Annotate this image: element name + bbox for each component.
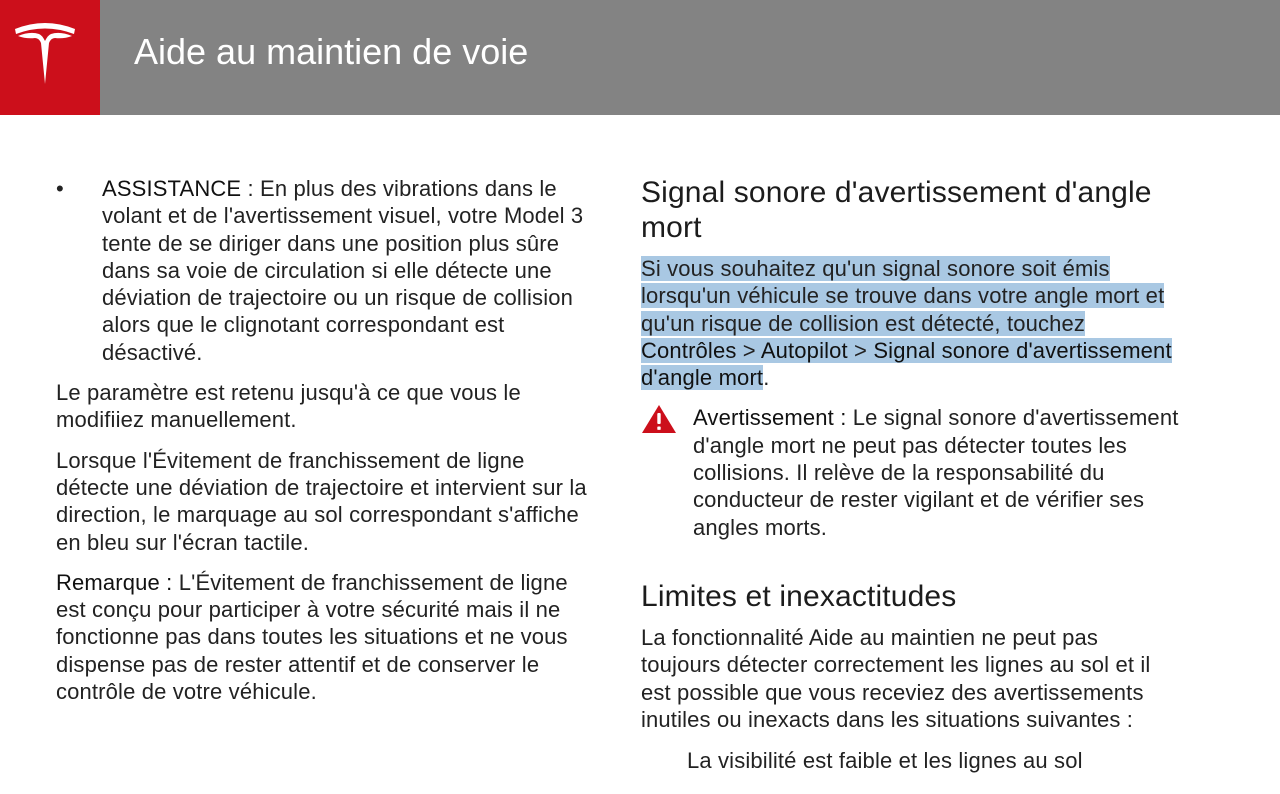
instructions-text: Si vous souhaitez qu'un signal sonore soit émis lorsqu'un véhicule se trouve dans votre angle mort et qu'un risque de collision est détecté, touchez bbox=[641, 256, 1165, 336]
bullet-marker: • bbox=[56, 176, 64, 201]
paragraph-setting-retained: Le paramètre est retenu jusqu'à ce que vous le modifiiez manuellement. bbox=[56, 380, 521, 433]
right-column bbox=[641, 175, 1181, 774]
paragraph-lane-display: Lorsque l'Évitement de franchissement de ligne détecte une déviation de trajectoire et intervient sur la direction, le marquage au sol correspondant s'affiche en bleu sur l'écran tactile. bbox=[56, 447, 587, 555]
page-title: Aide au maintien de voie bbox=[134, 31, 529, 72]
note-label: Remarque : bbox=[56, 569, 173, 595]
list-item bbox=[56, 175, 596, 366]
list-item: La visibilité est faible et les lignes au sol bbox=[687, 748, 1083, 774]
section-heading-limits: Limites et inexactitudes bbox=[641, 579, 957, 613]
section-heading-blind-spot: Signal sonore d'avertissement d'angle mort bbox=[641, 176, 1152, 244]
warning-block bbox=[641, 404, 1181, 540]
selected-text[interactable] bbox=[641, 256, 1172, 390]
instructions-end: . bbox=[763, 365, 770, 391]
left-column bbox=[56, 175, 596, 718]
warning-label: Avertissement : bbox=[693, 405, 847, 431]
menu-path-autopilot: Autopilot bbox=[760, 337, 848, 363]
note-text: L'Évitement de franchissement de ligne est conçu pour participer à votre sécurité mais il ne fonctionne pas dans toutes les situations et ne vous dispense pas de rester attentif et de conserver le contrôle de votre véhicule. bbox=[56, 569, 568, 705]
menu-path-separator: > bbox=[847, 337, 874, 363]
menu-path-setting: Signal sonore d'avertissement d'angle mort bbox=[641, 337, 1172, 391]
blind-spot-instructions bbox=[641, 255, 1181, 391]
brand-logo bbox=[0, 0, 100, 115]
tesla-logo-icon bbox=[14, 20, 76, 86]
limits-paragraph: La fonctionnalité Aide au maintien ne peut pas toujours détecter correctement les lignes au sol et il est possible que vous receviez des avertissements inutiles ou inexacts dans les situations suivantes : bbox=[641, 624, 1151, 732]
note-paragraph bbox=[56, 569, 596, 705]
warning-triangle-icon bbox=[641, 404, 677, 434]
menu-path-separator: > bbox=[736, 337, 761, 363]
bullet-term: ASSISTANCE bbox=[102, 176, 242, 201]
warning-text: Le signal sonore d'avertissement d'angle mort ne peut pas détecter toutes les collisions. Il relève de la responsabilité du conducteur de rester vigilant et de vérifier ses angles morts. bbox=[693, 405, 1179, 540]
bullet-text: : En plus des vibrations dans le volant et de l'avertissement visuel, votre Model 3 tente de se diriger dans une position plus sûre dans sa voie de circulation si elle détecte une déviation de trajectoire ou un risque de collision alors que le clignotant correspondant est désactivé. bbox=[102, 176, 584, 365]
menu-path-controls: Contrôles bbox=[641, 337, 737, 363]
header-bar bbox=[0, 0, 1280, 115]
